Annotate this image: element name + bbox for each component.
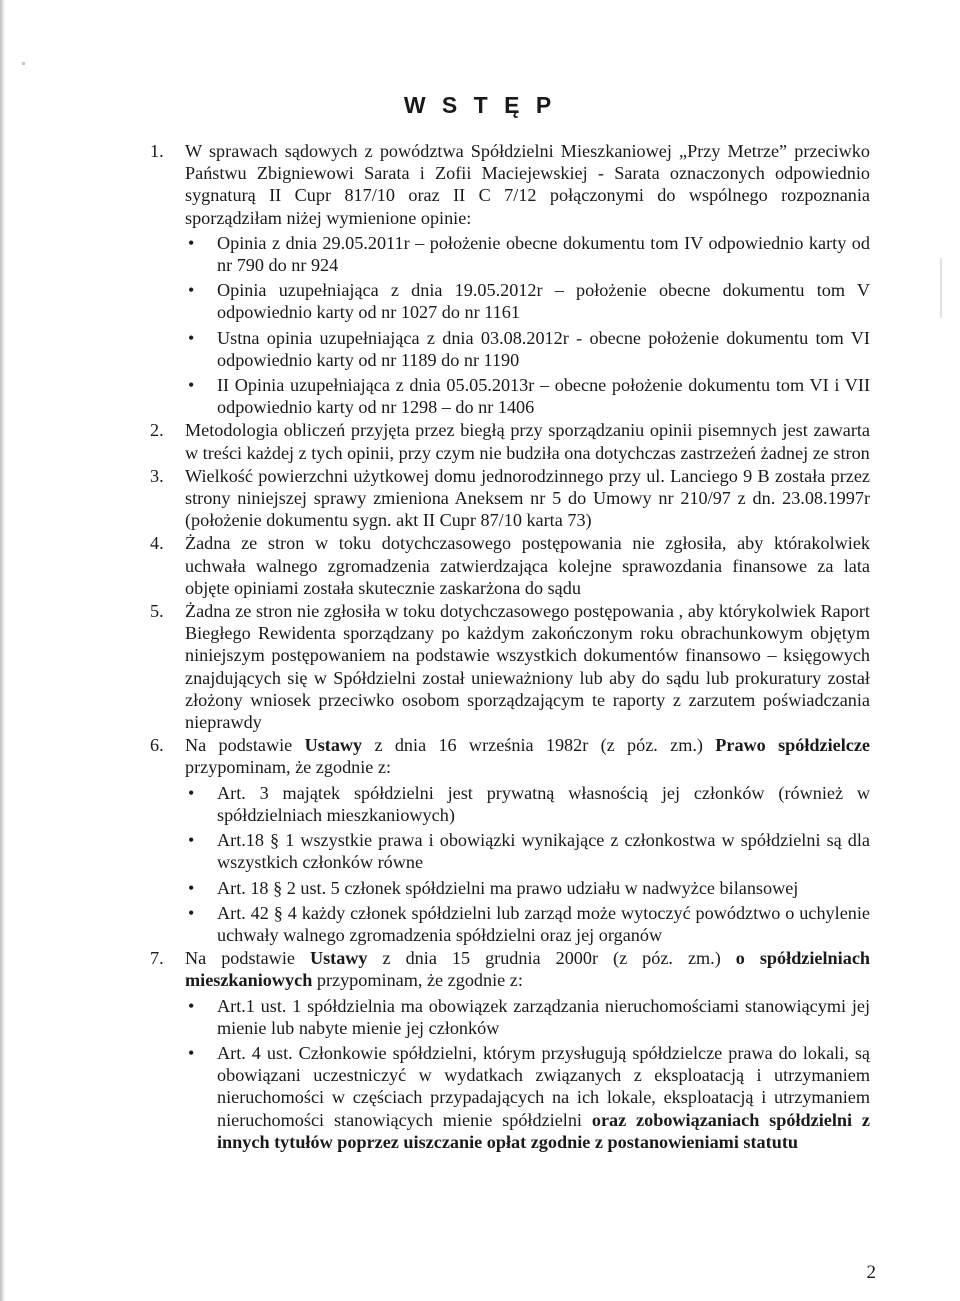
list-item-1 [0, 140, 870, 418]
document-title: W S T Ę P [403, 92, 557, 118]
list-item-7 [0, 947, 870, 1153]
law-name-bold: Ustawy [309, 948, 368, 969]
item-text: W sprawach sądowych z powództwa Spółdzielni Mieszkaniowej „Przy Metrze” przeciwko Państwu Zbigniewowi Sarata i Zofii Maciejewskiej - Sarata oznaczonych odpowiednio sygnaturą II Cupr 817/10 oraz II C 7/12 połączonymi do wspólnego rozpoznania sporządziłam niżej wymienione opinie: [185, 141, 870, 228]
scan-speck [22, 62, 25, 65]
list-item-2 [0, 419, 870, 463]
article-item: • Art.1 ust. 1 spółdzielnia ma obowiązek zarządzania nieruchomościami stanowiącymi jej mienie lub nabyte mienie jej członków [185, 995, 870, 1039]
item-number: 3. [150, 465, 164, 486]
text-segment: Art. 4 ust. Członkowie spółdzielni, którym przysługują spółdzielcze prawa do lokali, są obowiązani uczestniczyć w wydatkach związanych z eksploatacją i utrzymaniem nieruchomości w częściach przypadających na ich lokale, eksploatacją i utrzymaniem nieruchomości stanowiących mienie spółdzielni [217, 1042, 870, 1130]
text-segment: Na podstawie [185, 948, 310, 969]
law-title-bold: o spółdzielniach mieszkaniowych [185, 948, 871, 991]
opinion-item: • Ustna opinia uzupełniająca z dnia 03.08.2012r - obecne położenie dokumentu tom VI odpowiednio karty od nr 1189 do nr 1190 [185, 327, 870, 371]
article-item: • Art. 18 § 2 ust. 5 członek spółdzielni ma prawo udziału w nadwyżce bilansowej [185, 877, 870, 899]
article-list [185, 782, 870, 946]
article-item: • Art. 3 majątek spółdzielni jest prywatną własnością jej członków (również w spółdzielniach mieszkaniowych) [185, 782, 870, 826]
bold-clause: oraz zobowiązaniach spółdzielni z innych tytułów poprzez uiszczanie opłat zgodnie z postanowieniami statutu [217, 1109, 870, 1152]
article-list [185, 995, 870, 1153]
item-number: 5. [150, 601, 164, 622]
text-segment: z dnia 15 grudnia 2000r (z póz. zm.) [367, 948, 736, 969]
opinion-item: • Opinia uzupełniająca z dnia 19.05.2012r – położenie obecne dokumentu tom V odpowiednio karty od nr 1027 do nr 1161 [185, 279, 870, 323]
article-item: • Art. 42 § 4 każdy członek spółdzielni lub zarząd może wytoczyć powództwo o uchylenie uchwały walnego zgromadzenia spółdzielni oraz jej organów [185, 902, 870, 946]
item-number: 4. [150, 533, 164, 554]
item-text: Żadna ze stron w toku dotychczasowego postępowania nie zgłosiła, aby którakolwiek uchwała walnego zgromadzenia zatwierdzająca kolejne sprawozdania finansowe za lata objęte opiniami została skutecznie zaskarżona do sądu [185, 533, 870, 598]
item-number: 2. [150, 420, 164, 441]
law-name-bold: Ustawy [304, 735, 363, 756]
item-number: 1. [150, 141, 164, 161]
text-segment: przypominam, że zgodnie z: [312, 970, 523, 991]
item-text: Wielkość powierzchni użytkowej domu jednorodzinnego przy ul. Lanciego 9 B została przez strony niniejszej sprawy zmieniona Aneksem nr 5 do Umowy nr 210/97 z dn. 23.08.1997r (położenie dokumentu sygn. akt II Cupr 87/10 karta 73) [185, 465, 870, 531]
text-segment: Na podstawie [185, 735, 305, 756]
law-title-bold: Prawo spółdzielcze [715, 735, 870, 756]
list-item-3 [0, 465, 870, 532]
article-item: • Art.18 § 1 wszystkie prawa i obowiązki wynikające z członkostwa w spółdzielni są dla wszystkich członków równe [185, 829, 870, 873]
text-segment: z dnia 16 września 1982r (z póz. zm.) [362, 735, 716, 756]
item-text: Metodologia obliczeń przyjęta przez biegłą przy sporządzaniu opinii pisemnych jest zawarta w treści każdej z tych opinii, przy czym nie budziła ona dotychczas zastrzeżeń żadnej ze stron [185, 420, 870, 463]
item-text [185, 947, 870, 991]
text-segment: przypominam, że zgodnie z: [185, 757, 392, 778]
list-item-6 [0, 734, 870, 946]
item-text: Żadna ze stron nie zgłosiła w toku dotychczasowego postępowania , aby którykolwiek Raport Biegłego Rewidenta sporządzany po każdym zakończonym roku obrachunkowym objętym niniejszym postępowaniem na podstawie wszystkich dokumentów finansowo – księgowych znajdujących się w Spółdzielni został unieważniony lub aby do sądu lub prokuratury został złożony wniosek przeciwko osobom sporządzającym te raporty z zarzutem poświadczania nieprawdy [185, 601, 870, 733]
list-item-5 [0, 600, 870, 733]
opinion-item: • II Opinia uzupełniająca z dnia 05.05.2013r – obecne położenie dokumentu tom VI i VII odpowiednio karty od nr 1298 – do nr 1406 [185, 374, 870, 418]
list-item-4 [0, 532, 870, 599]
article-item [185, 1042, 870, 1153]
item-text [185, 734, 870, 778]
page-number: 2 [866, 1262, 876, 1283]
document-body [0, 140, 960, 1153]
item-number: 7. [150, 948, 164, 969]
opinion-item: • Opinia z dnia 29.05.2011r – położenie obecne dokumentu tom IV odpowiednio karty od nr 790 do nr 924 [185, 232, 870, 276]
item-number: 6. [150, 735, 164, 756]
opinion-list [185, 232, 870, 419]
